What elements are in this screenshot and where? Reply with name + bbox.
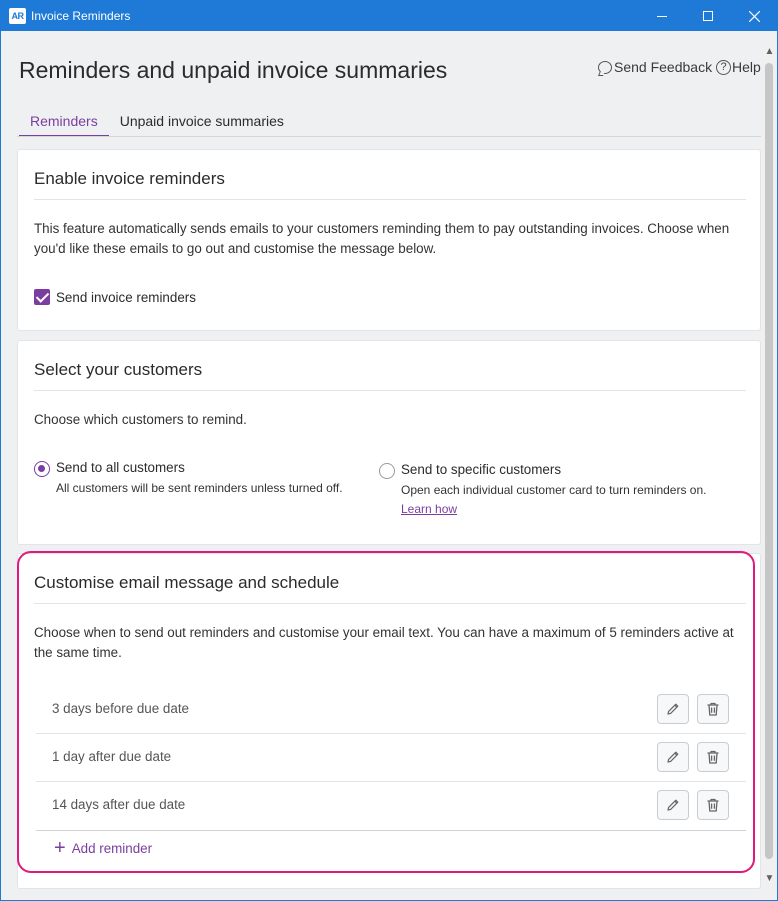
- radio-all-customers[interactable]: [34, 461, 50, 477]
- window-title: Invoice Reminders: [31, 9, 131, 23]
- delete-reminder-button[interactable]: [697, 694, 729, 724]
- tab-bar: [19, 109, 295, 137]
- send-invoice-reminders-checkbox-row[interactable]: [34, 289, 196, 305]
- reminder-label: 3 days before due date: [52, 701, 189, 716]
- reminder-row: [36, 782, 746, 830]
- close-button[interactable]: [731, 1, 777, 31]
- edit-reminder-button[interactable]: [657, 742, 689, 772]
- enable-reminders-title: Enable invoice reminders: [34, 169, 225, 188]
- pencil-icon: [665, 701, 681, 717]
- tab-reminders[interactable]: Reminders: [19, 109, 109, 137]
- maximize-button[interactable]: [685, 1, 731, 31]
- customise-schedule-title: Customise email message and schedule: [34, 573, 340, 592]
- card-divider: [34, 199, 746, 200]
- card-divider: [34, 390, 746, 391]
- tab-divider: [17, 136, 761, 137]
- tab-unpaid-invoice-summaries[interactable]: Unpaid invoice summaries: [119, 113, 284, 129]
- delete-reminder-button[interactable]: [697, 790, 729, 820]
- add-reminder-divider: [36, 830, 746, 831]
- app-logo-icon: AR: [9, 8, 26, 24]
- reminder-label: 1 day after due date: [52, 749, 172, 764]
- send-feedback-label: Send Feedback: [614, 59, 713, 75]
- minimize-icon: [657, 16, 667, 17]
- help-link[interactable]: [716, 59, 761, 75]
- radio-specific-customers-label: Send to specific customers: [401, 462, 562, 477]
- close-icon: [749, 11, 760, 22]
- scroll-thumb[interactable]: [765, 63, 773, 859]
- radio-option-specific-customers[interactable]: [379, 462, 739, 520]
- page-title: Reminders and unpaid invoice summaries: [19, 57, 448, 83]
- customise-schedule-description: Choose when to send out reminders and customise your email text. You can have a maximum of 5 reminders active at the same time.: [34, 625, 734, 660]
- radio-all-customers-description: All customers will be sent reminders unless turned off.: [56, 481, 343, 495]
- add-reminder-label: Add reminder: [71, 840, 153, 856]
- title-bar: [1, 1, 777, 31]
- select-customers-card: [17, 340, 761, 545]
- reminder-row: [36, 734, 746, 782]
- maximize-icon: [703, 11, 713, 21]
- enable-reminders-card: [17, 149, 761, 331]
- select-customers-title: Select your customers: [34, 360, 203, 379]
- radio-all-customers-label: Send to all customers: [56, 460, 185, 475]
- radio-specific-customers-description: Open each individual customer card to turn reminders on.: [401, 483, 707, 497]
- radio-specific-customers[interactable]: [379, 463, 395, 479]
- edit-reminder-button[interactable]: [657, 694, 689, 724]
- plus-icon: +: [54, 837, 66, 859]
- customise-schedule-card: [17, 553, 761, 889]
- card-divider: [34, 603, 746, 604]
- add-reminder-button[interactable]: [54, 837, 153, 859]
- delete-reminder-button[interactable]: [697, 742, 729, 772]
- select-customers-description: Choose which customers to remind.: [34, 412, 247, 427]
- reminder-row: [36, 686, 746, 734]
- pencil-icon: [665, 797, 681, 813]
- send-invoice-reminders-checkbox[interactable]: [34, 289, 50, 305]
- trash-icon: [705, 701, 721, 717]
- help-label: Help: [732, 59, 761, 75]
- trash-icon: [705, 749, 721, 765]
- reminder-label: 14 days after due date: [52, 797, 186, 812]
- scroll-down-icon[interactable]: ▼: [764, 873, 775, 884]
- send-feedback-link[interactable]: [598, 59, 712, 75]
- scroll-up-icon[interactable]: ▲: [764, 46, 775, 57]
- enable-reminders-description: This feature automatically sends emails to your customers reminding them to pay outstanding invoices. Choose when you'd like these emails to go out and customise the message below.: [34, 221, 730, 256]
- vertical-scrollbar[interactable]: [761, 39, 778, 889]
- edit-reminder-button[interactable]: [657, 790, 689, 820]
- minimize-button[interactable]: [639, 1, 685, 31]
- learn-how-link[interactable]: Learn how: [401, 502, 458, 516]
- question-circle-icon: ?: [716, 60, 731, 75]
- speech-bubble-icon: [598, 61, 612, 74]
- radio-option-all-customers[interactable]: [34, 460, 364, 500]
- pencil-icon: [665, 749, 681, 765]
- send-invoice-reminders-label: Send invoice reminders: [56, 289, 196, 305]
- trash-icon: [705, 797, 721, 813]
